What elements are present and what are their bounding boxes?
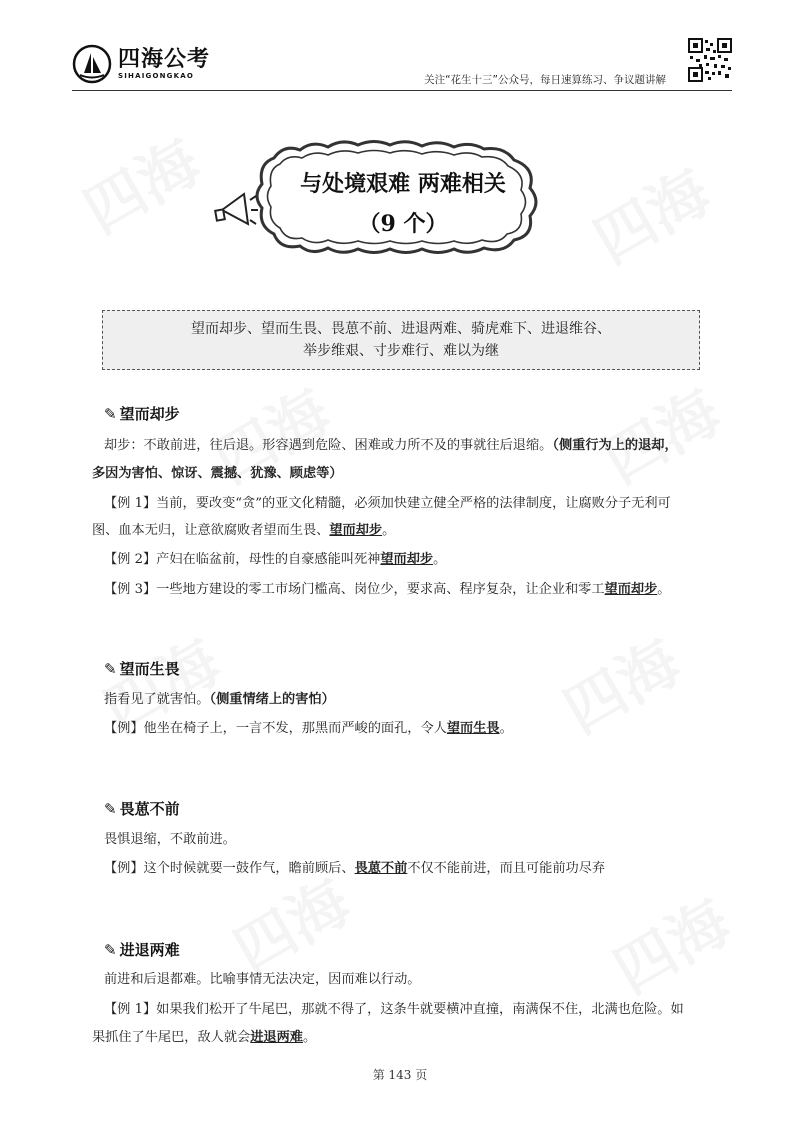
example-line: 【例】这个时候就要一鼓作气，瞻前顾后、畏葸不前不仅不能前进，而且可能前功尽弃 — [104, 861, 606, 876]
header-divider — [72, 90, 732, 91]
example-line: 果抓住了牛尾巴，敌人就会进退两难。 — [92, 1030, 317, 1045]
entry-definition: 前进和后退都难。比喻事情无法决定，因而难以行动。 — [104, 972, 421, 987]
qr-code-icon — [688, 38, 732, 82]
watermark-logo — [547, 616, 694, 750]
entry-note: （侧重情绪上的害怕） — [209, 692, 335, 707]
entry-term — [104, 658, 180, 679]
header-note: 关注“花生十三”公众号，每日速算练习、争议题讲解 — [424, 74, 666, 86]
entry-term-text: 进退两难 — [119, 941, 180, 959]
example-line: 【例 1】如果我们松开了牛尾巴，那就不得了，这条牛就要横冲直撞，南满保不住，北满也危险。如 — [104, 1002, 684, 1017]
watermark-logo — [597, 876, 744, 1010]
entry-definition: 指看见了就害怕。（侧重情绪上的害怕） — [104, 692, 335, 707]
example-line: 【例 3】一些地方建设的零工市场门槛高、岗位少，要求高、程序复杂，让企业和零工望而却步。 — [104, 582, 671, 597]
logo-chinese-name: 四海公考 — [118, 47, 211, 72]
highlighted-term: 望而生畏 — [446, 721, 500, 736]
entry-term — [104, 798, 180, 819]
entry-term — [104, 403, 180, 424]
example-line: 【例】他坐在椅子上，一言不发，那黑而严峻的面孔，令人望而生畏。 — [104, 721, 513, 736]
entry-term — [104, 939, 180, 960]
pencil-icon: ✎ — [104, 941, 117, 959]
page-title: 与处境艰难 两难相关 — [300, 171, 506, 197]
idiom-summary-box — [102, 310, 700, 370]
summary-line: 举步维艰、寸步难行、难以为继 — [303, 343, 499, 359]
example-line: 图、血本无归，让意欲腐败者望而生畏、望而却步。 — [92, 523, 396, 538]
highlighted-term: 望而却步 — [329, 523, 383, 538]
page-header — [72, 38, 732, 90]
brand-logo — [72, 44, 210, 84]
summary-line: 望而却步、望而生畏、畏葸不前、进退两难、骑虎难下、进退维谷、 — [191, 321, 611, 337]
example-line: 【例 1】当前，要改变“贪”的亚文化精髓，必须加快建立健全严格的法律制度，让腐败分子无利可 — [104, 496, 671, 511]
watermark-logo — [577, 146, 724, 280]
logo-sailboat-icon — [72, 44, 112, 84]
entry-term-text: 畏葸不前 — [119, 800, 180, 818]
highlighted-term: 进退两难 — [250, 1030, 303, 1045]
page-number: 第 143 页 — [372, 1068, 428, 1082]
pencil-icon: ✎ — [104, 800, 117, 818]
watermark-logo — [587, 366, 734, 500]
megaphone-icon — [215, 194, 258, 224]
highlighted-term: 望而却步 — [380, 552, 434, 567]
entry-term-text: 望而生畏 — [119, 660, 180, 678]
pencil-icon: ✎ — [104, 660, 117, 678]
entry-note: （侧重行为上的退却， — [552, 438, 678, 453]
pencil-icon: ✎ — [104, 405, 117, 423]
page-title-count: （9 个） — [358, 211, 448, 237]
entry-definition: 畏惧退缩，不敢前进。 — [104, 832, 236, 847]
example-line: 【例 2】产妇在临盆前，母性的自豪感能叫死神望而却步。 — [104, 552, 447, 567]
highlighted-term: 望而却步 — [604, 582, 658, 597]
highlighted-term: 畏葸不前 — [354, 861, 408, 876]
entry-definition: 却步：不敢前进，往后退。形容遇到危险、困难或力所不及的事就往后退缩。（侧重行为上的退却， — [104, 438, 678, 453]
entry-term-text: 望而却步 — [119, 405, 180, 423]
logo-english-name: SIHAIGONGKAO — [118, 72, 195, 80]
entry-note: 多因为害怕、惊讶、震撼、犹豫、顾虑等） — [92, 466, 343, 481]
watermark-logo — [67, 116, 214, 250]
